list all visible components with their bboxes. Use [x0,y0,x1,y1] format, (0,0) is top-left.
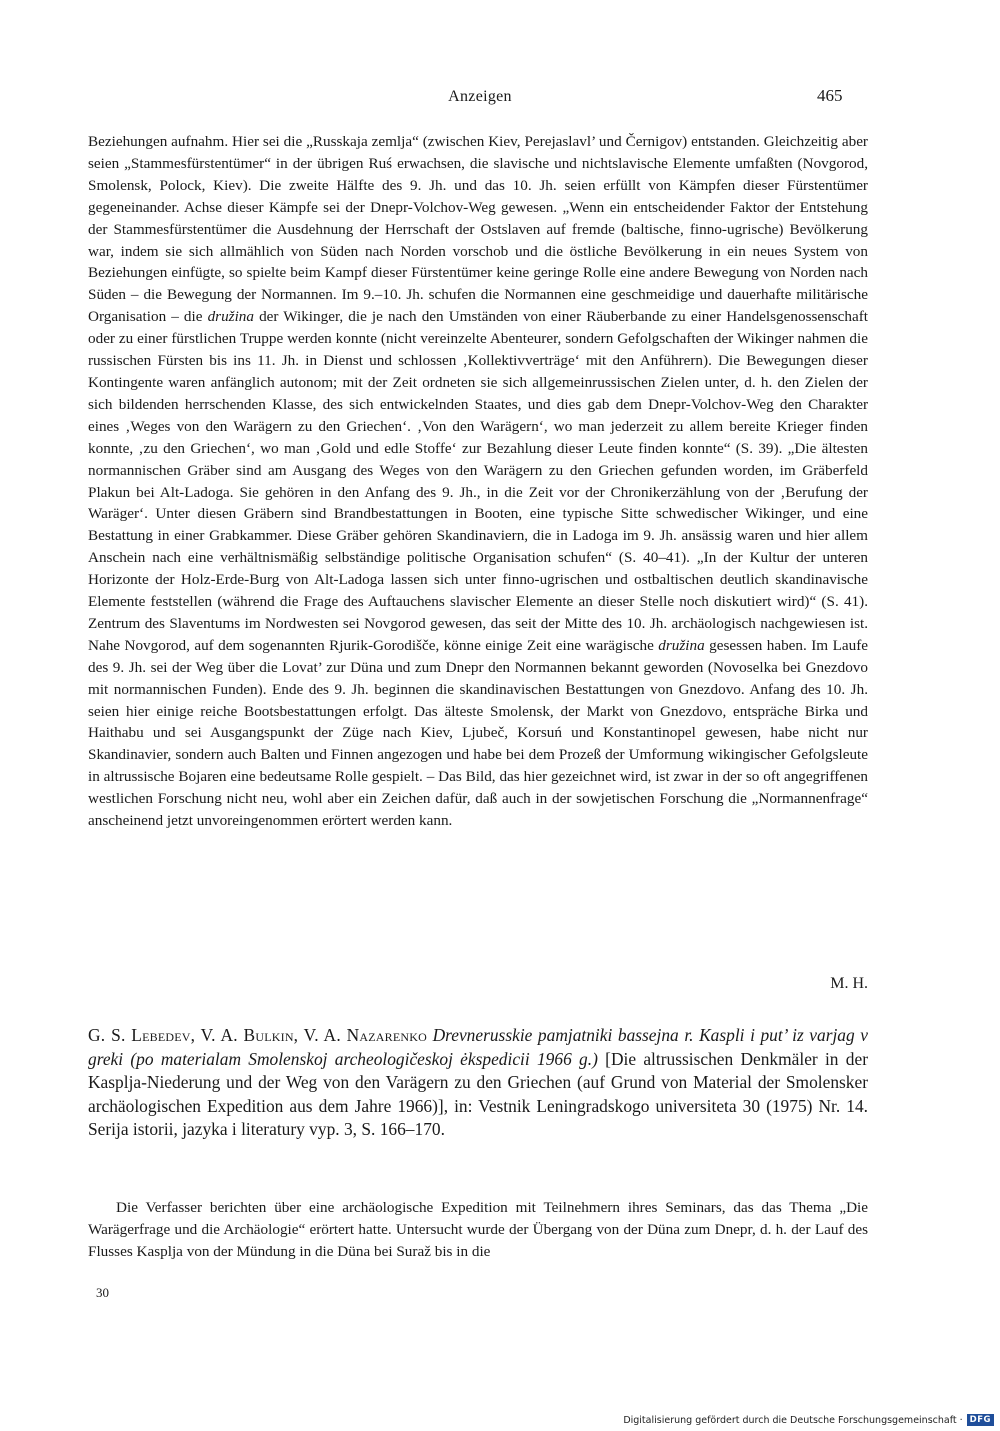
main-text-part-3: gesessen haben. Im Laufe des 9. Jh. sei der Weg über die Lovat’ zur Düna und zum Dnepr den Normannen bekannt geworden (Novoselka bei Gnezdovo mit normannischen Funden). Ende des 9. Jh. beginnen die skandinavischen Bestattungen von Gnezdovo. Anfang des 10. Jh. seien hier einige reiche Bootsbestattungen erfolgt. Das älteste Smolensk, der Markt von Gnezdovo, entspräche Birka und Haithabu und sei Ausgangspunkt der Züge nach Kiev, Ljubeč, Korsuń und Konstantinopel gewesen, habe nicht nur Skandinavier, sondern auch Balten und Finnen angezogen und habe bei dem Prozeß der Umformung wikingischer Gefolgsleute in altrussische Bojaren eine bedeutsame Rolle gespielt. – Das Bild, das hier gezeichnet wird, ist zwar in der so oft angegriffenen westlichen Forschung nicht neu, wohl aber ein Zeichen dafür, daß auch in der sowjetischen Forschung die „Normannenfrage“ anscheinend jetzt unvoreingenommen erörtert werden kann. [88,636,868,830]
review-reference [88,1024,868,1142]
footer-text: Digitalisierung gefördert durch die Deutsche Forschungsgemeinschaft · [623,1414,963,1426]
page-number: 465 [817,86,843,105]
footer [0,1414,994,1426]
term-druzina-2: družina [658,636,705,654]
term-druzina-1: družina [207,308,254,326]
signature-mark: 30 [96,1285,109,1300]
main-text-paragraph [88,131,868,832]
review-body: Die Verfasser berichten über eine archäologische Expedition mit Teilnehmern ihres Seminars, das das Thema „Die Warägerfrage und die Archäologie“ erörtert hatte. Untersucht wurde der Übergang von der Düna zum Dnepr, d. h. der Lauf des Flusses Kasplja von der Mündung in die Düna bei Surаž bis in die [88,1199,868,1260]
review-title: Drevnerusskie pamjatniki bassejna r. Kaspli i put’ iz varjag v greki (po materialam Smolenskoj archeologičeskoj ėkspedicii 1966 g.) [88,1025,868,1069]
running-header: Anzeigen [448,88,512,105]
review-authors: G. S. Lebedev, V. A. Bulkin, V. A. Nazarenko [88,1025,427,1045]
dfg-logo: DFG [967,1414,994,1426]
review-details: [Die altrussischen Denkmäler in der Kasplja-Niederung und der Weg von den Varägern zu den Griechen (auf Grund von Material der Smolensker archäologischen Expedition aus dem Jahre 1966)], in: Vestnik Leningradskogo universiteta 30 (1975) Nr. 14. Serija istorii, jazyka i literatury vyp. 3, S. 166–170. [88,1048,868,1140]
main-text-part-2: der Wikinger, die je nach den Umständen von einer Räuberbande zu einer Handelsgenossenschaft oder zu einer fürstlichen Truppe werden konnte (nicht vereinzelte Abenteurer, sondern Gefolgschaften der Wikinger nahmen die russischen Fürsten bis ins 11. Jh. in Dienst und schlossen ‚Kollektivverträge‘ mit den Anführern). Die Bewegungen dieser Kontingente waren anfänglich autonom; mit der Zeit ordneten sie sich allgemeinrussischen Zielen unter, d. h. den Zielen der sich bildenden herrschenden Klasse, des sich entwickelnden Staates, und dies gab dem Dnepr-Volchov-Weg den Charakter eines ‚Weges von den Warägern zu den Griechen‘. ‚Von den Warägern‘, wo man jederzeit zu allem bereite Krieger finden konnte, ‚zu den Griechen‘, wo man ‚Gold und edle Stoffe‘ zur Bezahlung dieser Leute finden konnte“ (S. 39). „Die ältesten normannischen Gräber sind am Ausgang des Weges von den Warägern zu den Griechen gefunden worden, im Gräberfeld Plakun bei Alt-Ladoga. Sie gehören in den Anfang des 9. Jh., in die Zeit vor der Chronikerzählung von der ‚Berufung der Waräger‘. Unter diesen Gräbern sind Brandbestattungen in Booten, eine typische Sitte schwedischer Wikinger, und eine Bestattung in einer Grabkammer. Diese Gräber gehören Skandinaviern, die in Ladoga im 9. Jh. ansässig waren und hier allem Anschein nach eine verhältnismäßig selbständige politische Organisation schufen“ (S. 40–41). „In der Kultur der unteren Horizonte der Holz-Erde-Burg von Alt-Ladoga lassen sich unter finno-ugrischen und ostbaltischen deutlich skandinavische Elemente feststellen (während die Frage des Auftauchens slavischer Elemente an dieser Stelle noch diskutiert wird)“ (S. 41). Zentrum des Slaventums im Nordwesten sei Novgorod gewesen, das seit der Mitte des 10. Jh. archäologisch nachgewiesen ist. Nahe Novgorod, auf dem sogenannten Rjurik-Gorodišče, könne einige Zeit eine warägische [88,308,868,654]
main-text-part-1: Beziehungen aufnahm. Hier sei die „Russkaja zemlja“ (zwischen Kiev, Perejaslavl’ und Černigov) entstanden. Gleichzeitig aber seien „Stammesfürstentümer“ in der übrigen Ruś erwachsen, die slavische und nichtslavische Elemente umfaßten (Novgorod, Smolensk, Polock, Kiev). Die zweite Hälfte des 9. Jh. und das 10. Jh. seien erfüllt von Kämpfen dieser Fürstentümer gegeneinander. Achse dieser Kämpfe sei der Dnepr-Volchov-Weg gewesen. „Wenn ein entscheidender Faktor der Entstehung der Stammesfürstentümer die Ausdehnung der Herrschaft der Ostslaven auf fremde (baltische, finno-ugrische) Bevölkerung war, indem sie sich allmählich von Süden nach Norden vorschob und die östliche Bevölkerung in ein neues System von Beziehungen einfügte, so spielte beim Kampf dieser Fürstentümer keine geringe Rolle eine andere Bewegung von Norden nach Süden – die Bewegung der Normannen. Im 9.–10. Jh. schufen die Normannen eine geschmeidige und dauerhafte militärische Organisation – die [88,133,868,326]
reviewer-signature: M. H. [830,975,868,992]
